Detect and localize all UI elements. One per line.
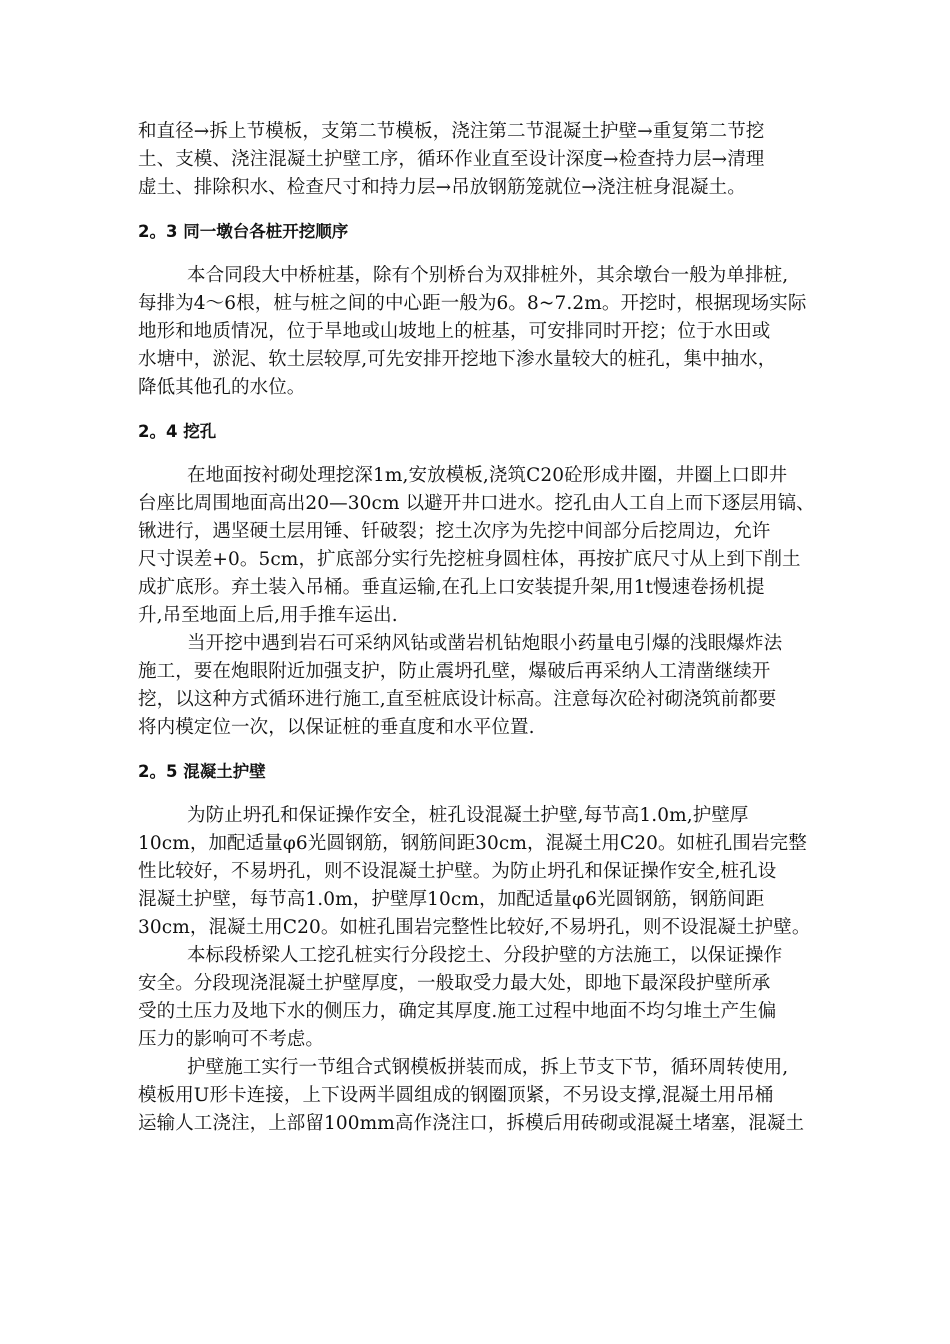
text-line: 本合同段大中桥桩基，除有个别桥台为双排桩外，其余墩台一般为单排桩, bbox=[187, 265, 789, 286]
text-line: 10cm，加配适量φ6光圆钢筋，钢筋间距30cm，混凝土用C20。如桩孔围岩完整 bbox=[138, 833, 807, 854]
text-line: 每排为4～6根，桩与桩之间的中心距一般为6。8~7.2m。开挖时，根据现场实际 bbox=[138, 293, 807, 314]
text-line: 成扩底形。弃土装入吊桶。垂直运输,在孔上口安装提升架,用1t慢速卷扬机提 bbox=[138, 577, 765, 598]
text-line: 水塘中，淤泥、软土层较厚,可先安排开挖地下渗水量较大的桩孔，集中抽水， bbox=[138, 349, 777, 370]
text-line: 运输人工浇注，上部留100mm高作浇注口，拆模后用砖砌或混凝土堵塞，混凝土 bbox=[138, 1113, 805, 1134]
text-line: 为防止坍孔和保证操作安全，桩孔设混凝土护壁,每节高1.0m,护壁厚 bbox=[187, 805, 749, 826]
paragraph bbox=[138, 630, 810, 742]
paragraph bbox=[138, 942, 810, 1054]
text-line: 30cm，混凝土用C20。如桩孔围岩完整性比较好,不易坍孔，则不设混凝土护壁。 bbox=[138, 917, 811, 938]
text-line: 本标段桥梁人工挖孔桩实行分段挖土、分段护壁的方法施工，以保证操作 bbox=[187, 945, 783, 966]
text-line: 降低其他孔的水位。 bbox=[138, 377, 306, 398]
text-line: 压力的影响可不考虑。 bbox=[138, 1029, 325, 1050]
text-line: 地形和地质情况，位于旱地或山坡地上的桩基，可安排同时开挖；位于水田或 bbox=[138, 321, 771, 342]
text-line: 和直径→拆上节模板，支第二节模板，浇注第二节混凝土护壁→重复第二节挖 bbox=[138, 121, 765, 142]
document-page bbox=[138, 118, 815, 1138]
text-line: 护壁施工实行一节组合式钢模板拼装而成，拆上节支下节，循环周转使用, bbox=[187, 1057, 789, 1078]
text-line: 升,吊至地面上后,用手推车运出. bbox=[138, 605, 398, 626]
section-heading-2-5: 2。5 混凝土护壁 bbox=[138, 762, 266, 781]
text-line: 土、支模、浇注混凝土护壁工序，循环作业直至设计深度→检查持力层→清理 bbox=[138, 149, 765, 170]
text-line: 当开挖中遇到岩石可采纳风钻或凿岩机钻炮眼小药量电引爆的浅眼爆炸法 bbox=[187, 633, 783, 654]
text-line: 安全。分段现浇混凝土护壁厚度，一般取受力最大处，即地下最深段护壁所承 bbox=[138, 973, 771, 994]
text-line: 将内模定位一次，以保证桩的垂直度和水平位置. bbox=[138, 717, 535, 738]
paragraph bbox=[138, 802, 810, 942]
text-line: 模板用U形卡连接，上下设两半圆组成的钢圈顶紧，不另设支撑,混凝土用吊桶 bbox=[138, 1085, 774, 1106]
section-heading-2-3: 2。3 同一墩台各桩开挖顺序 bbox=[138, 222, 349, 241]
text-line: 性比较好，不易坍孔，则不设混凝土护壁。为防止坍孔和保证操作安全,桩孔设 bbox=[138, 861, 777, 882]
paragraph bbox=[138, 462, 815, 630]
text-line: 锹进行，遇坚硬土层用锤、钎破裂；挖土次序为先挖中间部分后挖周边，允许 bbox=[138, 521, 771, 542]
intro-paragraph bbox=[138, 118, 810, 202]
paragraph bbox=[138, 262, 810, 402]
text-line: 混凝土护壁，每节高1.0m，护壁厚10cm，加配适量φ6光圆钢筋，钢筋间距 bbox=[138, 889, 765, 910]
text-line: 受的土压力及地下水的侧压力，确定其厚度.施工过程中地面不均匀堆土产生偏 bbox=[138, 1001, 777, 1022]
text-line: 台座比周围地面高出20—30cm 以避开井口进水。挖孔由人工自上而下逐层用镐、 bbox=[138, 493, 815, 514]
text-line: 施工，要在炮眼附近加强支护，防止震坍孔壁，爆破后再采纳人工清凿继续开 bbox=[138, 661, 771, 682]
section-heading-2-4: 2。4 挖孔 bbox=[138, 422, 217, 441]
text-line: 在地面按衬砌处理挖深1m,安放模板,浇筑C20砼形成井圈，井圈上口即井 bbox=[187, 465, 788, 486]
paragraph bbox=[138, 1054, 810, 1138]
text-line: 虚土、排除积水、检查尺寸和持力层→吊放钢筋笼就位→浇注桩身混凝土。 bbox=[138, 177, 746, 198]
text-line: 尺寸误差+0。5cm，扩底部分实行先挖桩身圆柱体，再按扩底尺寸从上到下削土 bbox=[138, 549, 801, 570]
text-line: 挖，以这种方式循环进行施工,直至桩底设计标高。注意每次砼衬砌浇筑前都要 bbox=[138, 689, 777, 710]
